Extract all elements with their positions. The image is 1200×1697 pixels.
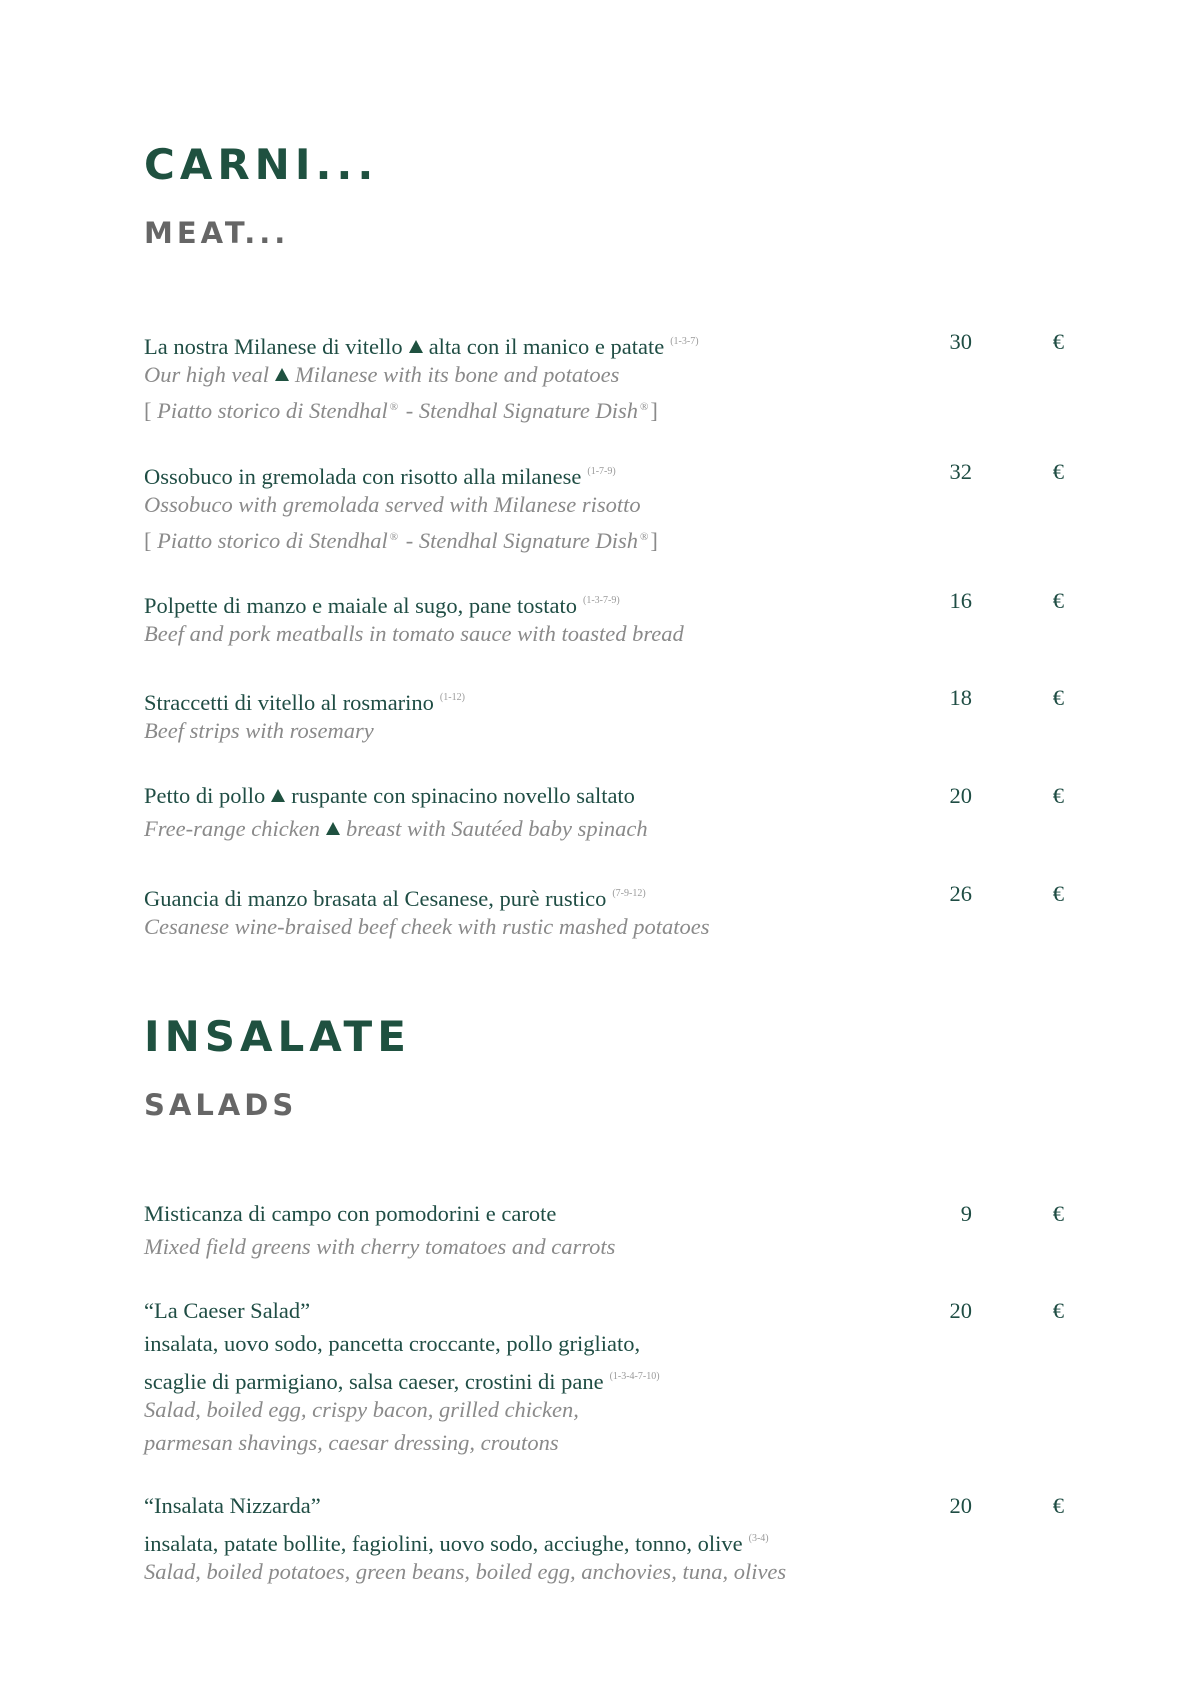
item-name-en (144, 812, 1064, 845)
item-name-it: Misticanza di campo con pomodorini e carote (144, 1201, 557, 1226)
currency-symbol: € (1052, 783, 1064, 808)
item-name-text: Guancia di manzo brasata al Cesanese, purè rustico (144, 886, 607, 911)
registered-mark: ® (640, 531, 649, 543)
triangle-icon (409, 340, 423, 353)
bracket-open: [ (144, 398, 152, 423)
triangle-icon (326, 822, 340, 835)
currency-symbol: € (1052, 1493, 1064, 1518)
signature-note (144, 391, 1064, 424)
currency-symbol: € (1052, 1298, 1064, 1323)
item-price: 20 (949, 783, 972, 808)
item-ingredients-text: insalata, patate bollite, fagiolini, uovo sodo, acciughe, tonno, olive (144, 1531, 743, 1556)
allergen-codes: (7-9-12) (612, 888, 646, 899)
item-ingredients-it (144, 1360, 1064, 1393)
item-price: 20 (949, 1298, 972, 1323)
item-price: 18 (949, 685, 972, 710)
item-ingredients-text: scaglie di parmigiano, salsa caeser, crostini di pane (144, 1369, 604, 1394)
allergen-codes: (1-3-4-7-10) (609, 1371, 660, 1382)
item-ingredients-en: Salad, boiled potatoes, green beans, boiled egg, anchovies, tuna, olives (144, 1559, 787, 1584)
item-ingredients-en: parmesan shavings, caesar dressing, croutons (144, 1430, 559, 1455)
signature-it: Piatto storico di Stendhal (157, 528, 388, 553)
item-desc-part: breast with Sautéed baby spinach (345, 816, 648, 841)
currency-symbol: € (1052, 459, 1064, 484)
item-name-text: Straccetti di vitello al rosmarino (144, 690, 434, 715)
signature-en: - Stendhal Signature Dish (405, 528, 639, 553)
registered-mark: ® (640, 401, 649, 413)
item-name: “La Caeser Salad” (144, 1298, 311, 1323)
section-title-meat: CARNI... (144, 140, 379, 189)
item-ingredients-it: insalata, uovo sodo, pancetta croccante, pollo grigliato, (144, 1331, 641, 1356)
item-price: 32 (949, 459, 972, 484)
item-name-en: Cesanese wine-braised beef cheek with rustic mashed potatoes (144, 914, 710, 939)
menu-item-milanese (144, 325, 1064, 424)
item-name-en: Beef and pork meatballs in tomato sauce with toasted bread (144, 621, 684, 646)
allergen-codes: (1-12) (439, 692, 465, 703)
item-name-part: ruspante con spinacino novello saltato (291, 783, 635, 808)
allergen-codes: (1-3-7) (670, 336, 699, 347)
item-desc-part: Milanese with its bone and potatoes (294, 362, 620, 387)
currency-symbol: € (1052, 588, 1064, 613)
item-ingredients-en: Salad, boiled egg, crispy bacon, grilled chicken, (144, 1397, 579, 1422)
item-price: 20 (949, 1493, 972, 1518)
item-name-text: Polpette di manzo e maiale al sugo, pane tostato (144, 593, 578, 618)
registered-mark: ® (389, 401, 399, 413)
menu-item-guancia (144, 877, 1064, 943)
item-name-en: Ossobuco with gremolada served with Milanese risotto (144, 492, 641, 517)
item-name-en: Mixed field greens with cherry tomatoes and carrots (144, 1234, 616, 1259)
currency-symbol: € (1052, 685, 1064, 710)
item-price: 26 (949, 881, 972, 906)
item-desc-part: Our high veal (144, 362, 269, 387)
item-ingredients-it (144, 1522, 1064, 1555)
triangle-icon (275, 368, 289, 381)
section-subtitle-salads: SALADS (144, 1088, 298, 1122)
bracket-close: ] (650, 398, 658, 423)
item-price: 30 (949, 329, 972, 354)
menu-item-polpette (144, 584, 1064, 650)
item-name-part: La nostra Milanese di vitello (144, 334, 403, 359)
item-name: “Insalata Nizzarda” (144, 1493, 321, 1518)
item-name-en: Beef strips with rosemary (144, 718, 374, 743)
item-name-en (144, 358, 1064, 391)
allergen-codes: (1-3-7-9) (583, 595, 620, 606)
item-name-part: Petto di pollo (144, 783, 266, 808)
allergen-codes: (1-7-9) (587, 466, 616, 477)
section-title-salads: INSALATE (144, 1012, 411, 1061)
item-name-text: Ossobuco in gremolada con risotto alla milanese (144, 464, 582, 489)
currency-symbol: € (1052, 1201, 1064, 1226)
item-price: 9 (960, 1201, 972, 1226)
triangle-icon (271, 789, 285, 802)
currency-symbol: € (1052, 881, 1064, 906)
menu-item-nizzarda (144, 1489, 1064, 1588)
bracket-close: ] (650, 528, 658, 553)
menu-item-pollo (144, 779, 1064, 845)
signature-it: Piatto storico di Stendhal (157, 398, 388, 423)
menu-item-misticanza (144, 1197, 1064, 1263)
bracket-open: [ (144, 528, 152, 553)
menu-item-ossobuco (144, 455, 1064, 554)
currency-symbol: € (1052, 329, 1064, 354)
menu-item-straccetti (144, 681, 1064, 747)
signature-note (144, 521, 1064, 554)
allergen-codes: (3-4) (748, 1533, 769, 1544)
menu-item-caeser-salad (144, 1294, 1064, 1459)
section-subtitle-meat: MEAT... (144, 216, 290, 250)
registered-mark: ® (389, 531, 399, 543)
item-price: 16 (949, 588, 972, 613)
item-name-part: alta con il manico e patate (428, 334, 665, 359)
signature-en: - Stendhal Signature Dish (405, 398, 639, 423)
item-desc-part: Free-range chicken (144, 816, 320, 841)
